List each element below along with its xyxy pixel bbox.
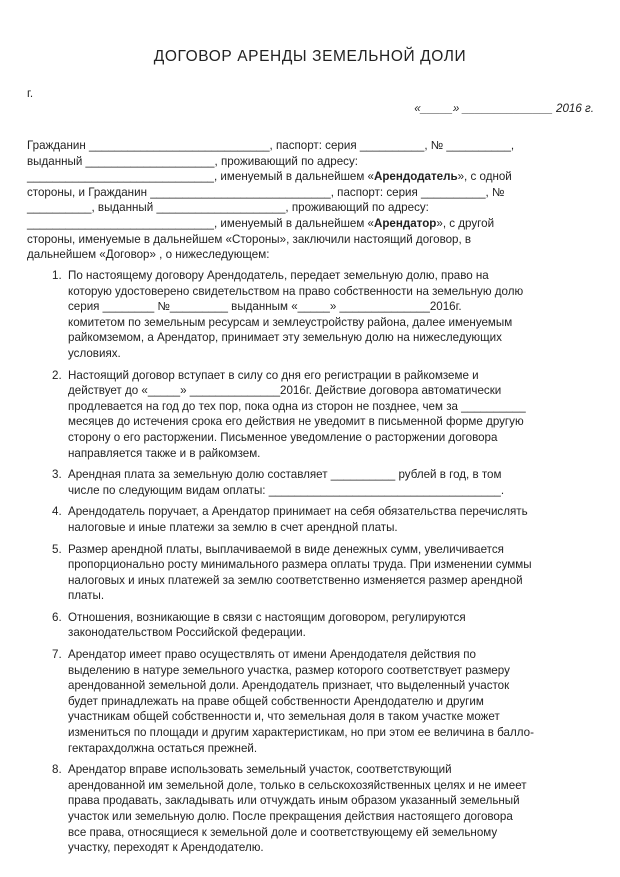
clause-number: 7. <box>52 648 62 662</box>
clause-text-line: арендованной земельной доли. Арендодатель признает, что выделенный участок <box>68 679 510 693</box>
clause-item <box>27 467 593 498</box>
clause-text-line: Настоящий договор вступает в силу со дня его регистрации в райкомземе и <box>68 368 479 382</box>
clause-text-line: числе по следующим видам оплаты: ____________________________________. <box>68 483 505 497</box>
clause-number: 4. <box>52 505 62 519</box>
party-role: Арендодатель <box>373 170 458 184</box>
clause-text-line: законодательством Российской федерации. <box>68 626 306 640</box>
clause-text-line: комитетом по земельным ресурсам и землеустройству района, далее именуемым <box>68 315 513 329</box>
clause-text-line: права продавать, закладывать или отчуждать иным образом указанный земельный <box>68 794 520 808</box>
clause-text-line: налоговых и иных платежей за землю соответственно изменяется размер арендной <box>68 573 523 587</box>
clause-text-line: сторону о его расторжении. Письменное уведомление о расторжении договора <box>68 430 498 444</box>
clause-item <box>27 368 593 462</box>
clause-text-line: условиях. <box>68 346 121 360</box>
document-title: ДОГОВОР АРЕНДЫ ЗЕМЕЛЬНОЙ ДОЛИ <box>153 48 467 65</box>
city-label: г. <box>27 87 34 100</box>
intro-line <box>27 154 585 170</box>
clause-text-line: продлевается на год до тех пор, пока одна из сторон не позднее, чем за __________ <box>68 399 526 413</box>
clause-text-line: Арендатор вправе использовать земельный участок, соответствующий <box>68 763 452 777</box>
clause-number: 6. <box>52 610 62 624</box>
clause-text-line: райкомземом, а Арендатор, принимает эту земельную долю на нижеследующих <box>68 331 502 345</box>
clause-text-line: участникам общей собственности и, что земельная доля в таком участке может <box>68 710 500 724</box>
clause-item <box>27 610 593 641</box>
clause-text-line: платы. <box>68 589 105 603</box>
clause-number: 2. <box>52 368 62 382</box>
clause-text-line: выделению в натуре земельного участка, размер которого соответствует размеру <box>68 663 510 677</box>
clause-text-line: гектарахдолжна остаться прежней. <box>68 741 258 755</box>
clause-text-line: Арендатор имеет право осуществлять от имени Арендодателя действия по <box>68 648 476 662</box>
clause-item <box>27 504 593 535</box>
clause-text-line: Размер арендной платы, выплачиваемой в виде денежных сумм, увеличивается <box>68 542 504 556</box>
intro-text: дальнейшем «Договор» , о нижеследующем: <box>27 248 270 262</box>
clause-text-line: направляется также и в райкомзем. <box>68 446 261 460</box>
clause-text-line: пропорционально росту минимального размера оплаты труда. При изменении суммы <box>68 558 532 572</box>
intro-line <box>27 185 585 201</box>
clause-text-line: месяцев до истечения срока его действия не уведомит в письменной форме другую <box>68 415 524 429</box>
intro-text: Гражданин ____________________________, паспорт: серия __________, № __________, <box>27 139 515 152</box>
intro-line <box>27 247 585 263</box>
clause-item <box>27 647 593 756</box>
clause-text-line: серия ________ №_________ выданным «_____» ______________2016г. <box>68 300 462 314</box>
contract-date: «_____» ______________ 2016 г. <box>414 102 594 115</box>
intro-paragraph <box>27 138 585 263</box>
intro-line <box>27 216 585 232</box>
clause-item <box>27 542 593 604</box>
intro-text: стороны, и Гражданин ____________________________, паспорт: серия __________, № <box>27 185 505 199</box>
clause-text-line: будет принадлежать на праве общей собственности Арендодателю и другим <box>68 694 484 708</box>
intro-line <box>27 232 585 248</box>
intro-line <box>27 200 585 216</box>
clause-number: 3. <box>52 468 62 482</box>
clause-text-line: Арендодатель поручает, а Арендатор принимает на себя обязательства перечислять <box>68 505 528 519</box>
intro-line <box>27 138 585 154</box>
clause-text-line: Арендная плата за земельную долю составляет __________ рублей в год, в том <box>68 468 502 482</box>
clause-text-line: участку, переходят к Арендодателю. <box>68 841 264 855</box>
clause-text-line: действует до «_____» ______________2016г. Действие договора автоматически <box>68 384 502 398</box>
clause-text-line: измениться по площади и другим характеристикам, но при этом ее величина в балло- <box>68 726 534 740</box>
intro-text: __________, выданный ____________________, проживающий по адресу: <box>27 201 429 215</box>
intro-text: », с одной <box>457 170 512 184</box>
clause-text-line: арендованной им земельной доле, только в сельскохозяйственных целях и не имеет <box>68 778 527 792</box>
clause-item <box>27 268 593 362</box>
intro-line <box>27 169 585 185</box>
intro-text: стороны, именуемые в дальнейшем «Стороны», заключили настоящий договор, в <box>27 232 472 246</box>
intro-text: выданный ____________________, проживающий по адресу: <box>27 154 358 168</box>
intro-text: », с другой <box>436 216 495 230</box>
intro-text: _____________________________, именуемый в дальнейшем « <box>27 170 374 184</box>
clause-number: 1. <box>52 269 62 282</box>
clause-text-line: все права, относящиеся к земельной доле и соответствующему ей земельному <box>68 825 498 839</box>
clause-item <box>27 762 593 856</box>
party-role: Арендатор <box>373 216 437 230</box>
clause-text-line: налоговые и иные платежи за землю в счет арендной платы. <box>68 520 398 534</box>
clause-number: 8. <box>52 763 62 777</box>
clause-number: 5. <box>52 542 62 556</box>
intro-text: _____________________________, именуемый в дальнейшем « <box>27 216 374 230</box>
clause-text-line: участок или земельную долю. После прекращения действия настоящего договора <box>68 810 513 823</box>
clause-text-line: Отношения, возникающие в связи с настоящим договором, регулируются <box>68 610 466 624</box>
clause-text-line: По настоящему договору Арендодатель, передает земельную долю, право на <box>68 269 489 282</box>
clause-text-line: которую удостоверено свидетельством на право собственности на земельную долю <box>68 284 524 298</box>
clauses-list <box>27 268 593 862</box>
